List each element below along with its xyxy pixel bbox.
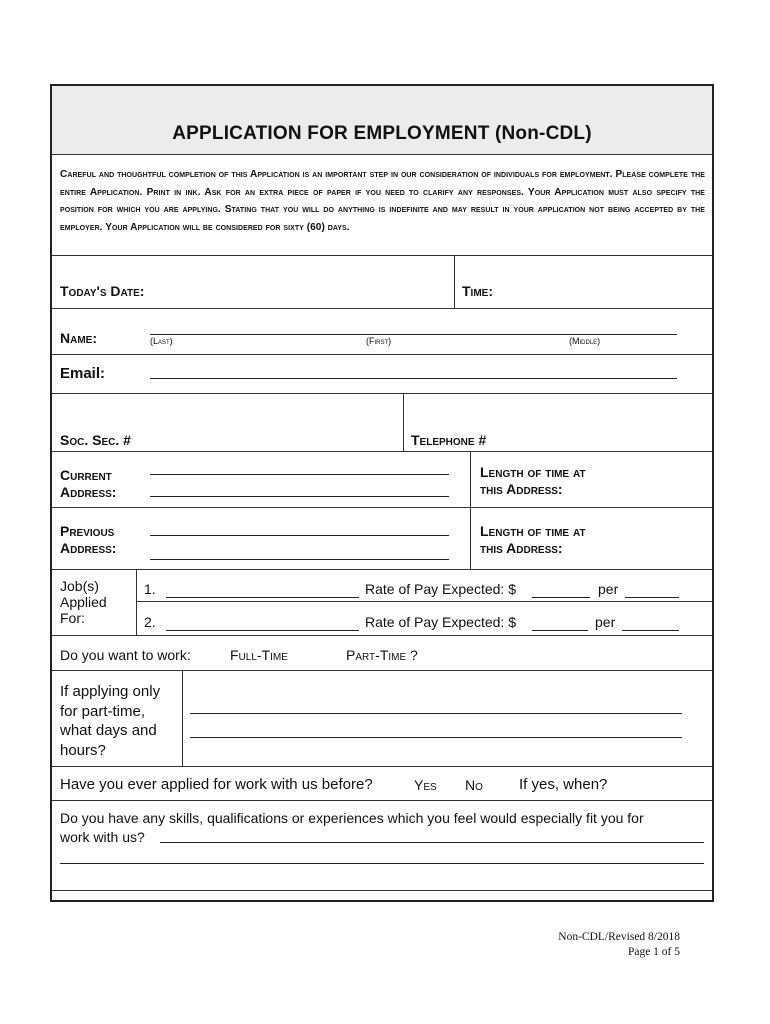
email-input-line[interactable] [150, 378, 677, 379]
divider [52, 393, 712, 394]
jobs-label-line1: Job(s) [60, 578, 99, 594]
skills-question-line2: work with us? [60, 829, 145, 845]
parttime-question [60, 682, 160, 760]
current-length-label [480, 464, 586, 498]
time-label: Time: [462, 283, 493, 299]
parttime-question-line4: hours? [60, 741, 106, 759]
divider [52, 766, 712, 767]
full-time-option[interactable]: Full-Time [230, 647, 288, 663]
form-title: APPLICATION FOR EMPLOYMENT (Non-CDL) [172, 123, 592, 144]
title-band [52, 86, 712, 154]
name-middle-caption: (Middle) [569, 336, 601, 346]
job2-per-input-line[interactable] [622, 630, 679, 631]
yes-option[interactable]: Yes [414, 777, 437, 793]
divider [182, 670, 183, 766]
current-address-label-line1: Current [60, 467, 112, 483]
part-time-option[interactable]: Part-Time ? [346, 647, 418, 663]
name-label: Name: [60, 330, 97, 346]
previous-address-label-line2: Address: [60, 540, 117, 556]
previous-address-line-1[interactable] [150, 535, 449, 536]
want-to-work-label: Do you want to work: [60, 647, 191, 663]
divider [403, 393, 404, 451]
job1-per-label: per [598, 581, 619, 597]
previous-address-label-line1: Previous [60, 523, 115, 539]
divider [52, 670, 712, 671]
name-first-caption: (First) [366, 336, 392, 346]
skills-input-line-2[interactable] [60, 863, 704, 864]
telephone-label: Telephone # [411, 432, 487, 448]
divider [52, 255, 712, 256]
parttime-question-line3: what days and [60, 722, 157, 739]
intro-paragraph: Careful and thoughtful completion of this Application is an important step in our consideration of individuals for employment. Please complete the entire Application. Print in ink. Ask for an extra piece of paper if you need to clarify any responses. Your Application must also specify the position for which you are applying. Stating that you will do anything is indefinite and may result in your application not being accepted by the employer. Your Application will be considered for sixty (60) days. [60, 169, 705, 234]
jobs-label [60, 578, 107, 626]
job1-number: 1. [144, 581, 156, 597]
divider [454, 255, 455, 308]
job2-per-label: per [595, 614, 616, 630]
ssn-label: Soc. Sec. # [60, 432, 131, 448]
current-length-label-line1: Length of time at [480, 464, 586, 480]
divider [52, 154, 712, 155]
divider [136, 569, 137, 635]
job1-input-line[interactable] [166, 597, 359, 598]
skills-input-line-1[interactable] [160, 842, 704, 843]
page-number: Page 1 of 5 [627, 946, 680, 958]
parttime-question-line2: for part-time, [60, 702, 146, 720]
previous-length-label-line2: this Address: [480, 540, 563, 556]
footer [558, 930, 680, 960]
previous-length-label [480, 523, 586, 557]
application-form [50, 84, 714, 902]
current-address-label-line2: Address: [60, 484, 117, 500]
divider [52, 451, 712, 452]
job2-rate-input-line[interactable] [532, 630, 588, 631]
previous-address-line-2[interactable] [150, 559, 449, 560]
divider [52, 354, 712, 355]
current-address-line-1[interactable] [150, 474, 449, 475]
divider [52, 800, 712, 801]
divider [52, 507, 712, 508]
job2-number: 2. [144, 614, 156, 630]
divider [52, 308, 712, 309]
current-address-line-2[interactable] [150, 496, 449, 497]
previous-address-label [60, 523, 116, 557]
revision-note: Non-CDL/Revised 8/2018 [558, 931, 680, 943]
no-option[interactable]: No [465, 777, 483, 793]
jobs-label-line2: Applied [60, 594, 107, 610]
if-yes-when-label: If yes, when? [519, 776, 608, 793]
parttime-input-line-2[interactable] [190, 737, 682, 738]
skills-question-line1: Do you have any skills, qualifications or experiences which you feel would especially fit you for [60, 810, 644, 826]
divider [470, 451, 471, 507]
job2-input-line[interactable] [166, 630, 359, 631]
email-label: Email: [60, 365, 106, 382]
divider [136, 601, 712, 602]
job1-rate-label: Rate of Pay Expected: $ [365, 581, 516, 597]
previous-length-label-line1: Length of time at [480, 523, 586, 539]
job1-rate-input-line[interactable] [532, 597, 590, 598]
divider [52, 890, 712, 891]
parttime-question-line1: If applying only [60, 683, 161, 700]
job2-rate-label: Rate of Pay Expected: $ [365, 614, 516, 630]
current-length-label-line2: this Address: [480, 481, 563, 497]
divider [52, 569, 712, 570]
parttime-input-line-1[interactable] [190, 713, 682, 714]
divider [52, 635, 712, 636]
todays-date-label: Today's Date: [60, 283, 145, 299]
name-last-caption: (Last) [150, 336, 173, 346]
applied-before-question: Have you ever applied for work with us before? [60, 776, 373, 793]
jobs-label-line3: For: [60, 610, 85, 626]
job1-per-input-line[interactable] [625, 597, 679, 598]
name-input-line[interactable] [150, 334, 677, 335]
divider [470, 507, 471, 569]
current-address-label [60, 467, 116, 501]
